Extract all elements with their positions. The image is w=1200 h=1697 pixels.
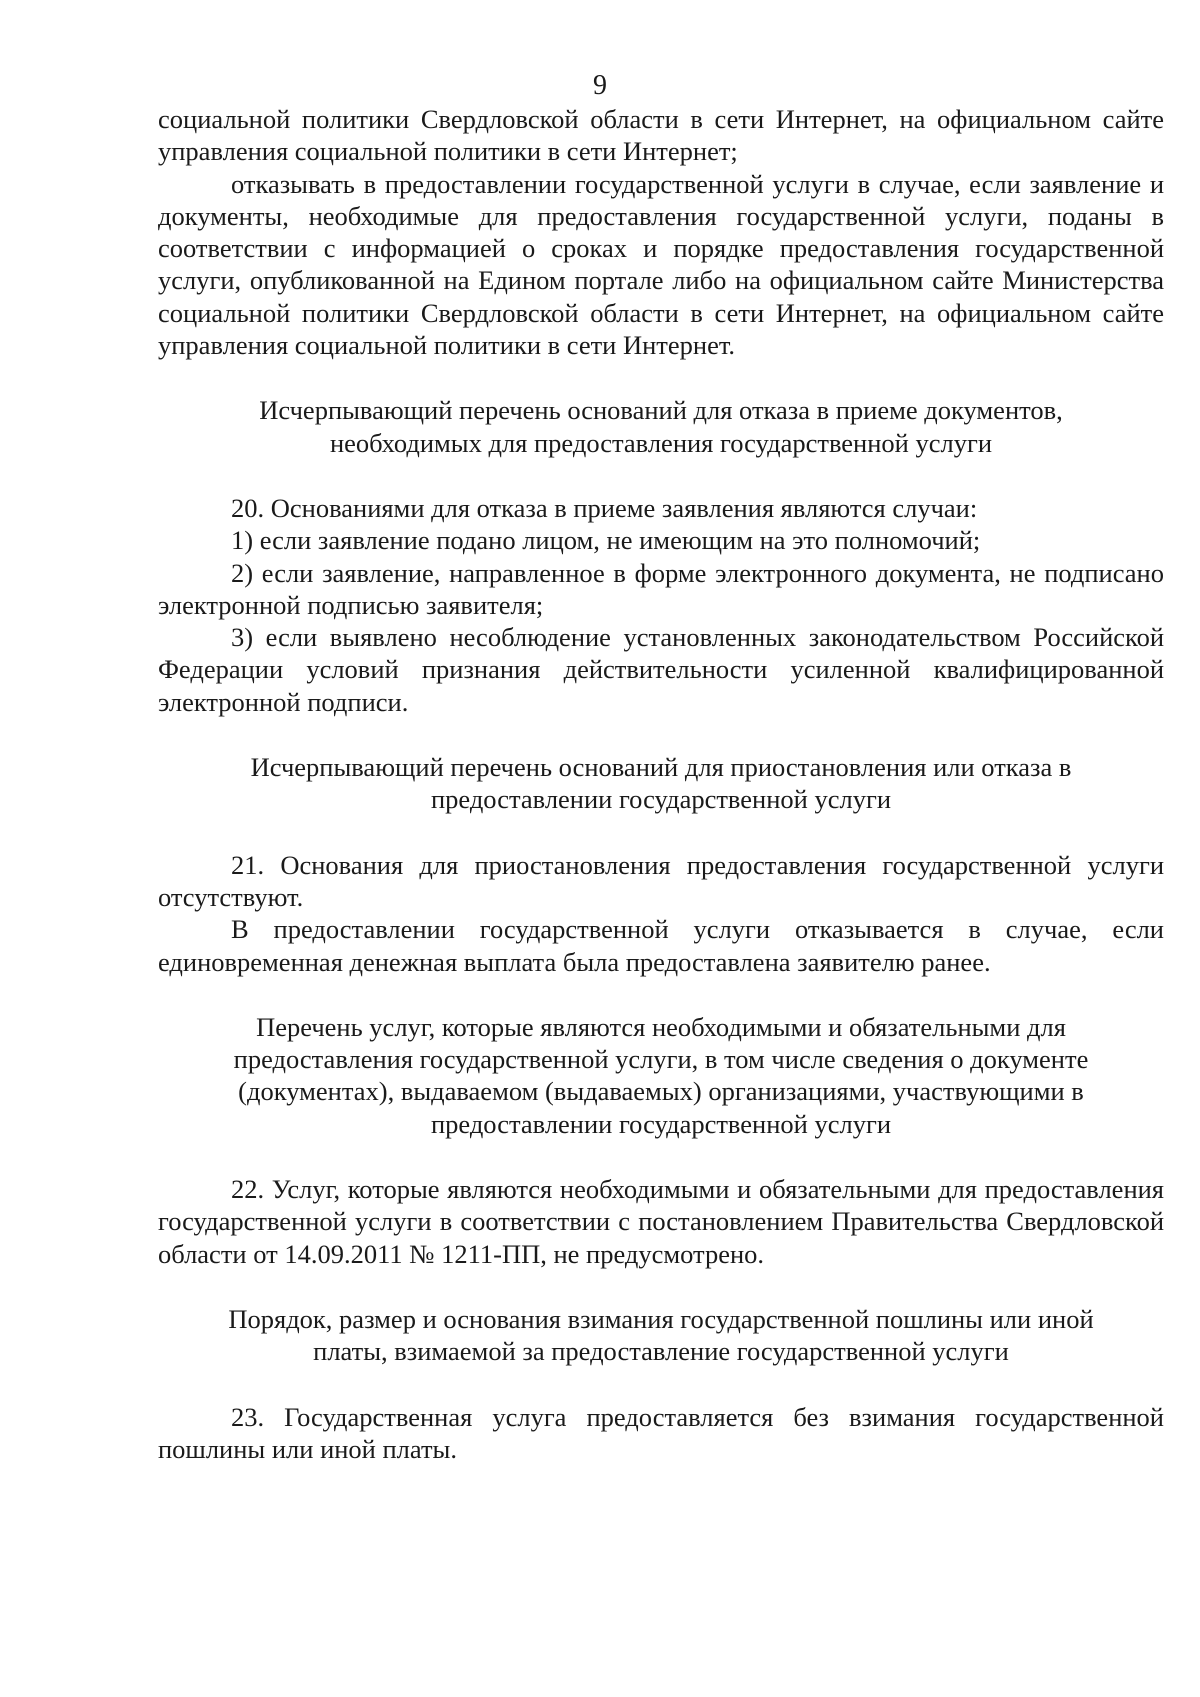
section-heading-state-fee: Порядок, размер и основания взимания государственной пошлины или иной платы, взимаемой за предоставление государственной услуги xyxy=(228,1303,1094,1367)
clause-20-item-1: 1) если заявление подано лицом, не имеющим на это полномочий; xyxy=(231,525,981,556)
clause-22: 22. Услуг, которые являются необходимыми и обязательными для предоставления государственной услуги в соответствии с постановлением Правительства Свердловской области от 14.09.2011 № 1211-ПП, не предусмотрено. xyxy=(158,1174,1164,1269)
page-number: 9 xyxy=(593,70,607,101)
clause-21-refusal: В предоставлении государственной услуги отказывается в случае, если единовременная денежная выплата была предоставлена заявителю ранее. xyxy=(158,914,1164,977)
clause-21: 21. Основания для приостановления предоставления государственной услуги отсутствуют. xyxy=(158,849,1164,912)
paragraph-refusal-rule: отказывать в предоставлении государственной услуги в случае, если заявление и документы, необходимые для предоставления государственной услуги, поданы в соответствии с информацией о сроках и порядке предоставления государственной услуги, опубликованной на Едином портале либо на официальном сайте Министерства социальной политики Свердловской области в сети Интернет, на официальном сайте управления социальной политики в сети Интернет. xyxy=(158,168,1164,361)
section-heading-document-refusal: Исчерпывающий перечень оснований для отказа в приеме документов, необходимых для предоставления государственной услуги xyxy=(259,395,1063,458)
section-heading-required-services: Перечень услуг, которые являются необходимыми и обязательными для предоставления государственной услуги, в том числе сведения о документе (документах), выдаваемом (выдаваемых) организациями, участвующими в предоставлении государственной услуги xyxy=(233,1011,1089,1139)
clause-20: 20. Основаниями для отказа в приеме заявления являются случаи: xyxy=(231,492,978,523)
clause-23: 23. Государственная услуга предоставляется без взимания государственной пошлины или иной платы. xyxy=(158,1401,1164,1464)
clause-20-item-3: 3) если выявлено несоблюдение установленных законодательством Российской Федерации условий признания действительности усиленной квалифицированной электронной подписи. xyxy=(158,622,1164,717)
clause-20-item-2: 2) если заявление, направленное в форме электронного документа, не подписано электронной подписью заявителя; xyxy=(158,557,1164,620)
section-heading-suspension-refusal: Исчерпывающий перечень оснований для приостановления или отказа в предоставлении государственной услуги xyxy=(250,752,1072,815)
paragraph-continuation: социальной политики Свердловской области в сети Интернет, на официальном сайте управления социальной политики в сети Интернет; xyxy=(158,104,1164,167)
document-body xyxy=(158,103,1164,1465)
